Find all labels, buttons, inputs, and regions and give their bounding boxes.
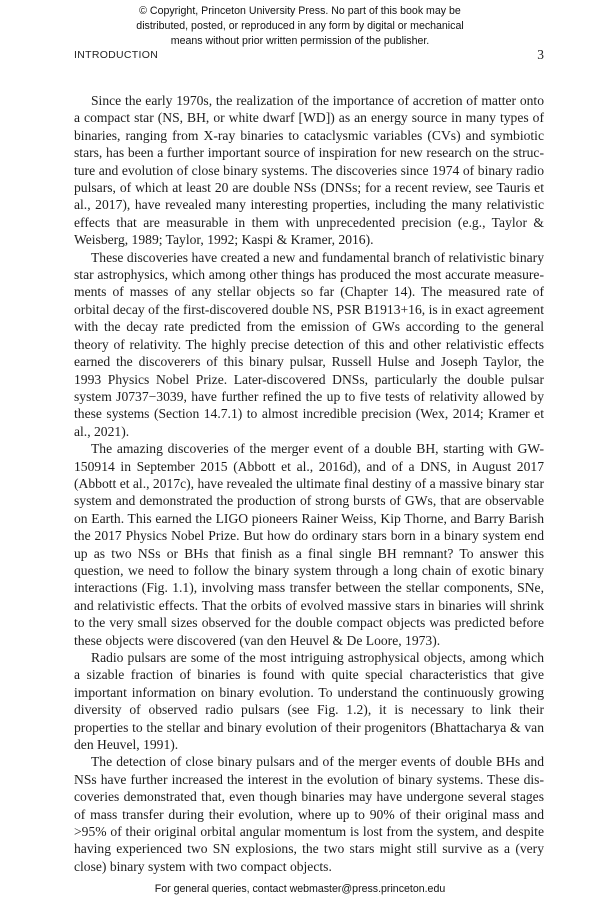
paragraph: The detection of close binary pulsars and of the merger events of double BHs and NSs have further increased the interest in the evolution of binary systems. These discoveries demonstrated that, even though binaries may have undergone several stages of mass transfer during their evolution, where up to 90% of their original mass and >95% of their original orbital angular momentum is lost from the system, and despite having experienced two SN explosions, the two stars might still survive as a (very close) binary system with two compact objects. bbox=[74, 754, 544, 874]
page-header bbox=[74, 49, 544, 65]
paragraph: Since the early 1970s, the realization of the importance of accretion of matter onto a compact star (NS, BH, or white dwarf [WD]) as an energy source in many types of binaries, ranging from X-ray binaries to cataclysmic variables (CVs) and symbiotic stars, has been a further important source of inspiration for new research on the structure and evolution of close binary systems. The discoveries since 1974 of binary radio pulsars, of which at least 20 are double NSs (DNSs; for a recent review, see Tauris et al., 2017), have revealed many interesting properties, including the many relativistic effects that are measurable in them with unprecedented precision (e.g., Taylor & Weisberg, 1989; Taylor, 1992; Kaspi & Kramer, 2016). bbox=[74, 93, 544, 248]
paragraph: The amazing discoveries of the merger event of a double BH, starting with GW-150914 in September 2015 (Abbott et al., 2016d), and of a DNS, in August 2017 (Abbott et al., 2017c), have revealed the ultimate final destiny of a massive binary star system and demonstrated the production of strong bursts of GWs, that are observable on Earth. This earned the LIGO pioneers Rainer Weiss, Kip Thorne, and Barry Barish the 2017 Physics Nobel Prize. But how do ordinary stars born in a binary system end up as two NSs or BHs that finish as a final single BH remnant? To answer this question, we need to follow the binary system through a long chain of exotic binary interactions (Fig. 1.1), involving mass transfer between the stellar components, SNe, and relativistic effects. That the orbits of evolved massive stars in binaries will shrink to the very small sizes observed for the double compact objects was predicted before these objects were discovered (van den Heuvel & De Loore, 1973). bbox=[74, 441, 544, 648]
running-head: INTRODUCTION bbox=[74, 49, 159, 61]
paragraph: These discoveries have created a new and fundamental branch of relativistic binary star astrophysics, which among other things has produced the most accurate measurements of masses of any stellar objects so far (Chapter 14). The measured rate of orbital decay of the first-discovered double NS, PSR B1913+16, is in exact agreement with the decay rate predicted from the emission of GWs according to the general theory of relativity. The highly precise detection of this and other relativistic effects earned the discoverers of this binary pulsar, Russell Hulse and Joseph Taylor, the 1993 Physics Nobel Prize. Later-discovered DNSs, particularly the double pulsar system J0737−3039, have further refined the up to five tests of relativity allowed by these systems (Section 14.7.1) to almost incredible precision (Wex, 2014; Kramer et al., 2021). bbox=[74, 249, 544, 439]
copyright-line-3: means without prior written permission of the publisher. bbox=[170, 35, 430, 47]
paragraph: Radio pulsars are some of the most intriguing astrophysical objects, among which a sizable fraction of binaries is found with quite special characteristics that give important information on binary evolution. To understand the continuously growing diversity of observed radio pulsars (see Fig. 1.2), it is necessary to link their properties to the stellar and binary evolution of their progenitors (Bhattacharya & van den Heuvel, 1991). bbox=[74, 650, 544, 753]
copyright-notice bbox=[0, 4, 600, 49]
copyright-line-2: distributed, posted, or reproduced in any form by digital or mechanical bbox=[136, 20, 464, 32]
page-number: 3 bbox=[537, 47, 544, 62]
body-text bbox=[74, 92, 544, 875]
footer-contact: For general queries, contact webmaster@press.princeton.edu bbox=[154, 883, 446, 895]
copyright-line-1: © Copyright, Princeton University Press. No part of this book may be bbox=[139, 5, 461, 17]
